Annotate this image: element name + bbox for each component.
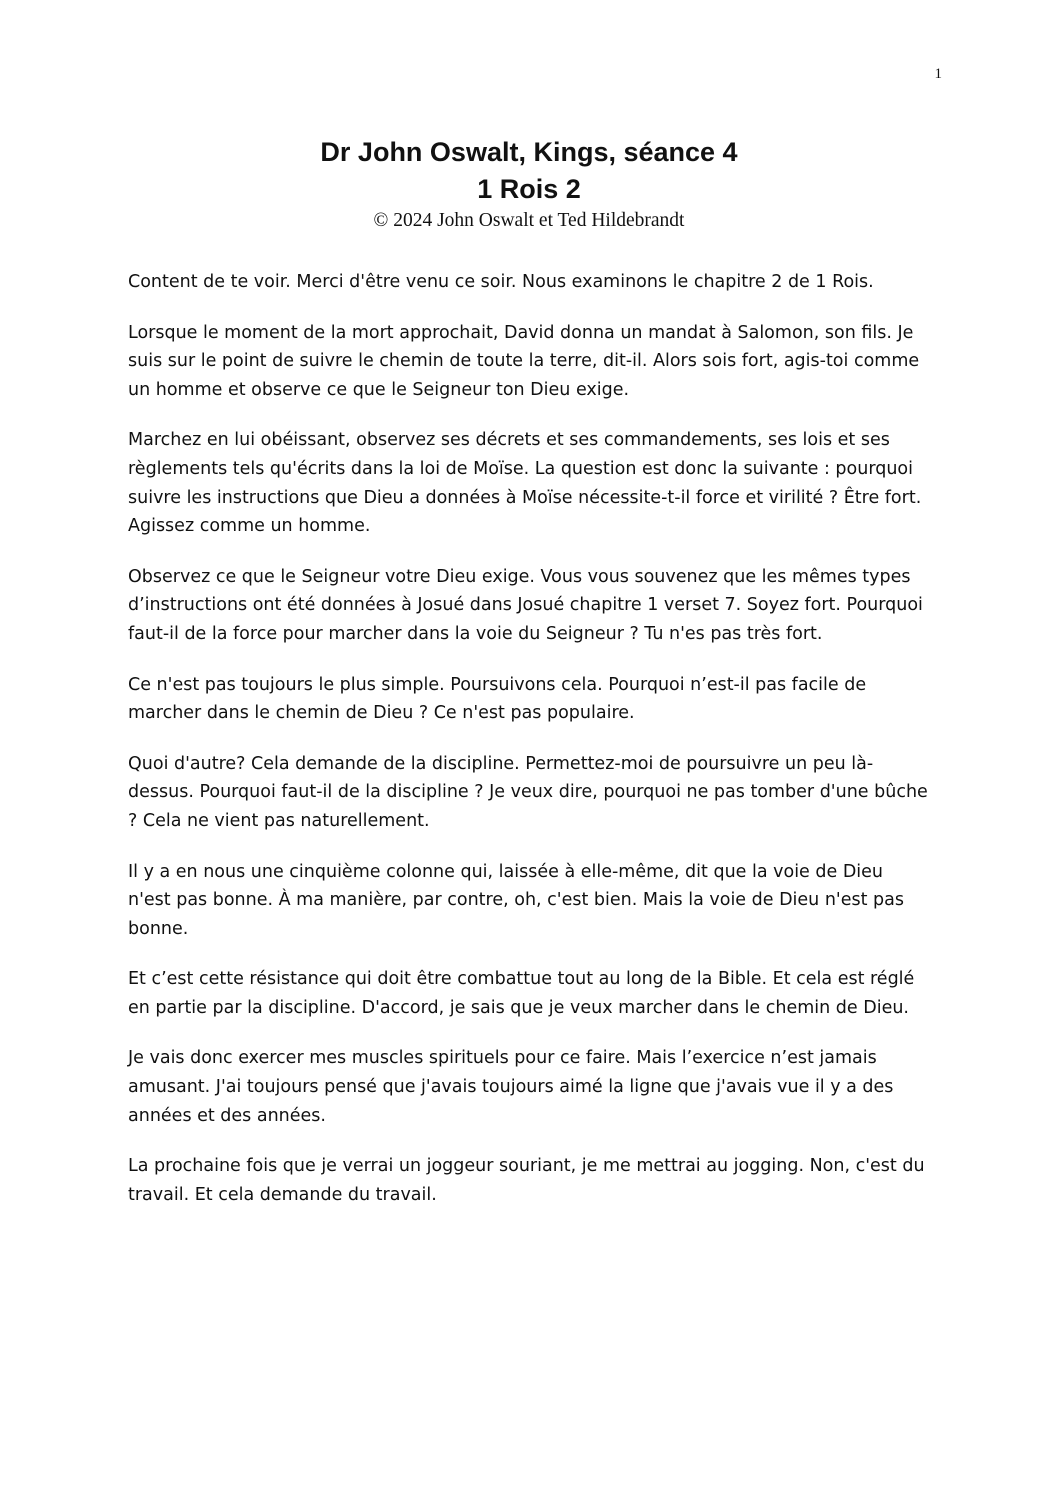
copyright-line: © 2024 John Oswalt et Ted Hildebrandt [373,210,685,231]
paragraph: Observez ce que le Seigneur votre Dieu exige. Vous vous souvenez que les mêmes types d’instructions ont été données à Josué dans Josué chapitre 1 verset 7. Soyez fort. Pourquoi faut-il de la force pour marcher dans la voie du Seigneur ? Tu n'es pas très fort. [128,566,923,644]
paragraph: Quoi d'autre? Cela demande de la discipline. Permettez-moi de poursuivre un peu là-dessus. Pourquoi faut-il de la discipline ? Je veux dire, pourquoi ne pas tomber d'une bûche ? Cela ne vient pas naturellement. [128,753,928,831]
paragraph: La prochaine fois que je verrai un joggeur souriant, je me mettrai au jogging. Non, c'est du travail. Et cela demande du travail. [128,1156,925,1205]
paragraph: Je vais donc exercer mes muscles spirituels pour ce faire. Mais l’exercice n’est jamais amusant. J'ai toujours pensé que j'avais toujours aimé la ligne que j'avais vue il y a des années et des années. [128,1048,894,1126]
document-header [0,134,1058,233]
paragraph: Marchez en lui obéissant, observez ses décrets et ses commandements, ses lois et ses règlements tels qu'écrits dans la loi de Moïse. La question est donc la suivante : pourquoi suivre les instructions que Dieu a données à Moïse nécessite-t-il force et virilité ? Être fort. Agissez comme un homme. [128,430,922,537]
paragraph: Lorsque le moment de la mort approchait, David donna un mandat à Salomon, son fils. Je suis sur le point de suivre le chemin de toute la terre, dit-il. Alors sois fort, agis-toi comme un homme et observe ce que le Seigneur ton Dieu exige. [128,322,920,400]
document-body [128,268,928,1231]
paragraph: Et c’est cette résistance qui doit être combattue tout au long de la Bible. Et cela est réglé en partie par la discipline. D'accord, je sais que je veux marcher dans le chemin de Dieu. [128,969,915,1018]
paragraph: Il y a en nous une cinquième colonne qui, laissée à elle-même, dit que la voie de Dieu n'est pas bonne. À ma manière, par contre, oh, c'est bien. Mais la voie de Dieu n'est pas bonne. [128,861,904,939]
paragraph: Content de te voir. Merci d'être venu ce soir. Nous examinons le chapitre 2 de 1 Rois. [128,272,874,292]
paragraph: Ce n'est pas toujours le plus simple. Poursuivons cela. Pourquoi n’est-il pas facile de marcher dans le chemin de Dieu ? Ce n'est pas populaire. [128,674,867,724]
document-title: Dr John Oswalt, Kings, séance 4 [320,137,738,167]
page-number: 1 [934,66,942,82]
document-subtitle: 1 Rois 2 [477,174,581,204]
